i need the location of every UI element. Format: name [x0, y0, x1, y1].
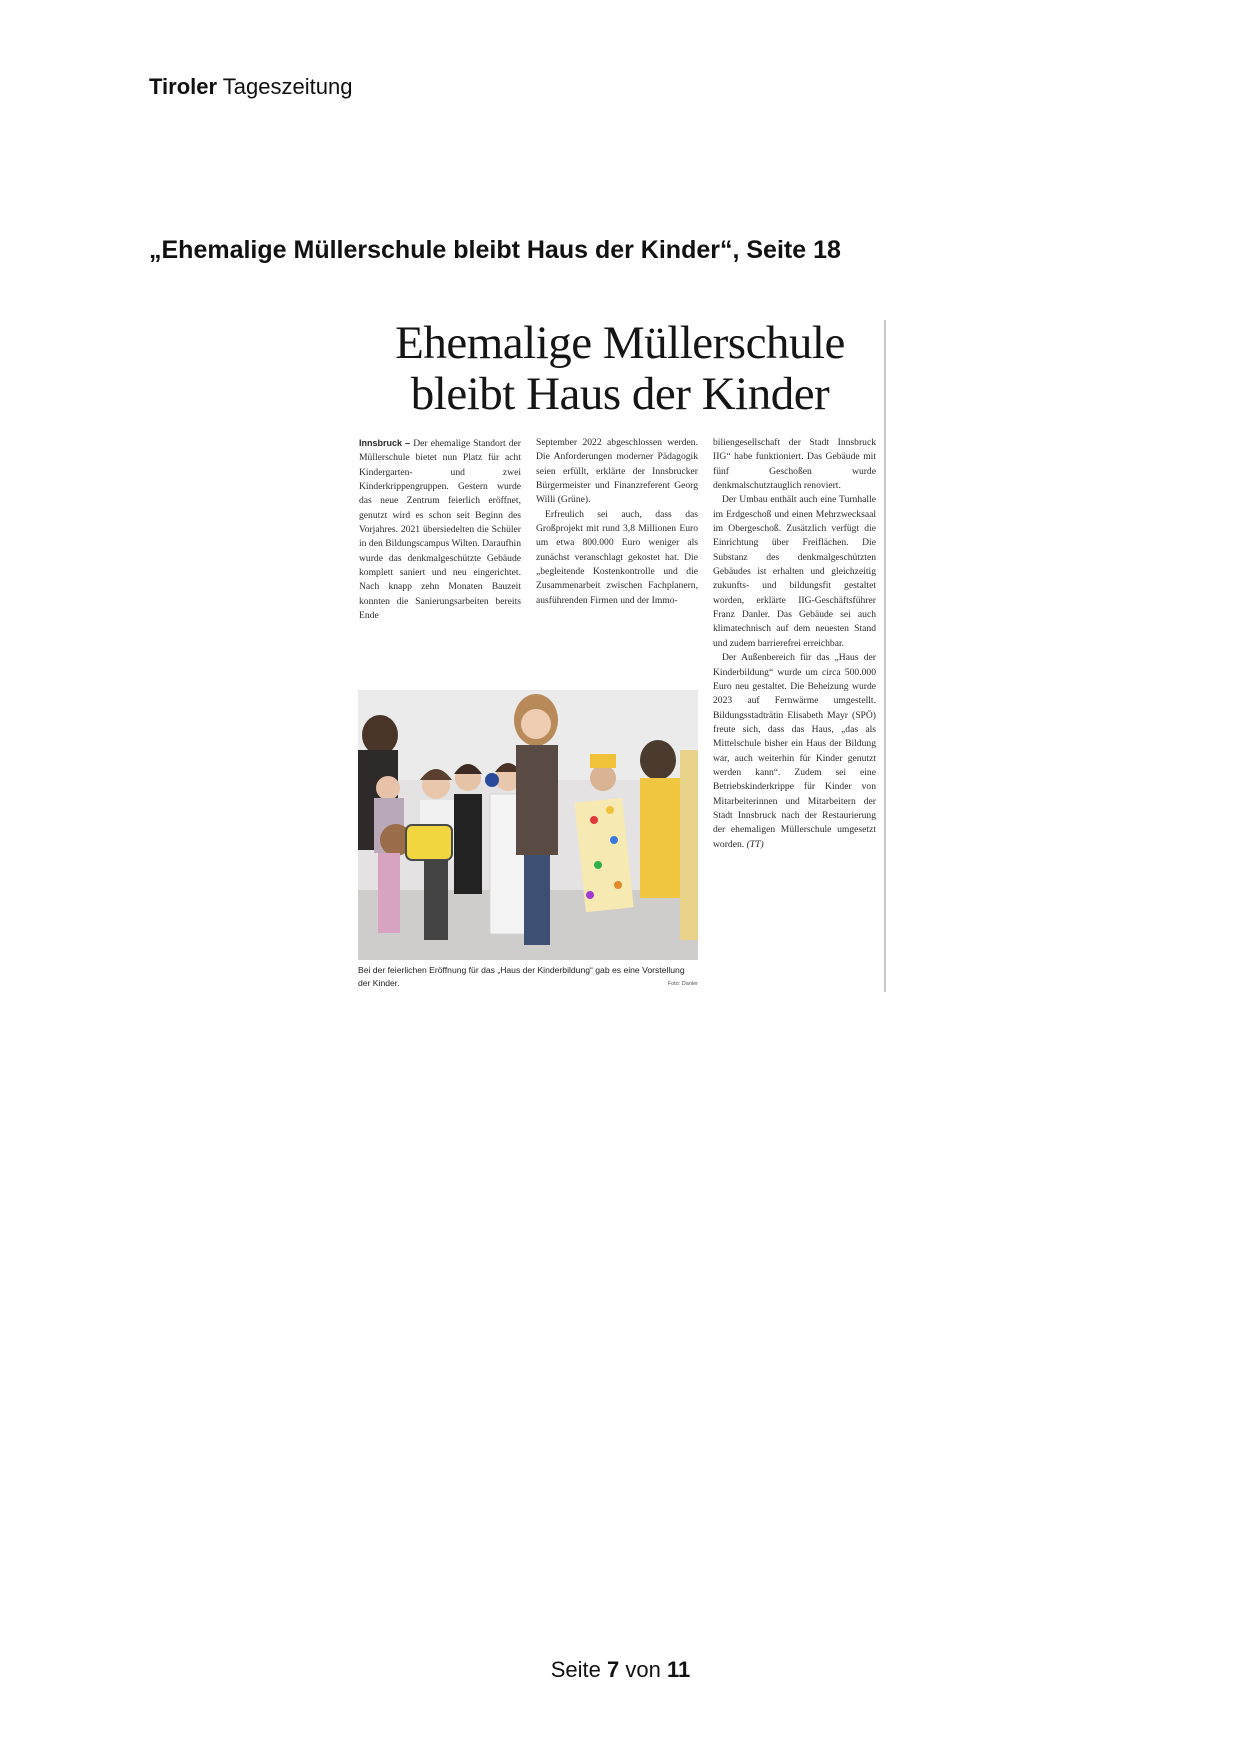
- article-title-line-1: Ehemalige Müllerschule: [395, 317, 845, 369]
- article-col3-paragraph-3: Der Außenbereich für das „Haus der Kinderbildung“ wurde um circa 500.000 Euro neu gestaltet. Die Beheizung wurde 2023 auf Fernwärme umgestellt. Bildungsstadträtin Elisabeth Mayr (SPÖ) freute sich, dass das Haus, „das als Mittelschule bisher ein Haus der Bildung war, auch weiterhin für Kinder genutzt werden kann“. Zudem sei eine Betriebskinderkrippe für Kinder von Mitarbeiterinnen und Mitarbeitern der Stadt Innsbruck nach der Restaurierung der ehemaligen Müllerschule umgesetzt worden.: [713, 652, 876, 850]
- article-col2-paragraph-2: Erfreulich sei auch, dass das Großprojekt mit rund 3,8 Millionen Euro um etwa 800.000 Euro weniger als zunächst veranschlagt gekostet hat. Die „begleitende Kostenkontrolle und die Zusammenarbeit zwischen Fachplanern, ausführenden Firmen und der Immo-: [536, 508, 698, 606]
- publication-name-bold: Tiroler: [149, 74, 218, 99]
- article-col3-paragraph-2: Der Umbau enthält auch eine Turnhalle im Erdgeschoß und einen Mehrzwecksaal im Obergeschoß. Zusätzlich verfügt die Einrichtung über Freiflächen. Die Substanz des denkmalgeschützten Gebäudes ist erhalten und gleichzeitig zukunfts- und bildungsfit gestaltet worden, erklärte IIG-Geschäftsführer Franz Danler. Das Gebäude sei auch klimatechnisch auf dem neuesten Stand und zudem barrierefrei erreichbar.: [713, 494, 876, 649]
- page-number-total: 11: [667, 1657, 691, 1682]
- clipping-edge-rule: [884, 320, 886, 992]
- page-number-prefix: Seite: [550, 1657, 601, 1682]
- article-photo: [358, 690, 698, 960]
- page-number-middle: von: [625, 1657, 661, 1682]
- publication-name: [149, 74, 352, 100]
- article-column-3: [713, 436, 876, 1036]
- publication-name-rest: Tageszeitung: [222, 74, 353, 99]
- children-performance-photo: [358, 690, 698, 960]
- article-dateline: Innsbruck –: [359, 438, 411, 448]
- photo-credit: Foto: Danler: [667, 981, 698, 987]
- page-number-current: 7: [607, 1657, 620, 1682]
- article-title-line-2: bleibt Haus der Kinder: [410, 368, 830, 420]
- article-col1-text: Der ehemalige Standort der Müllerschule bietet nun Platz für acht Kindergarten- und zwei Kinderkrippengruppen. Gestern wurde das neue Zentrum feierlich eröffnet, genutzt wird es schon seit Beginn des Vorjahres. 2021 übersiedelten die Schüler in den Bildungscampus Wilten. Daraufhin wurde das denkmalgeschützte Gebäude komplett saniert und neu eingerichtet. Nach knapp zehn Monaten Bauzeit konnten die Sanierungsarbeiten bereits Ende: [359, 438, 521, 622]
- article-signature: (TT): [746, 838, 764, 850]
- page-number: [0, 1657, 1241, 1683]
- article-title: [356, 318, 884, 420]
- photo-caption-text: Bei der feierlichen Eröffnung für das „Haus der Kinderbildung“ gab es eine Vorstellung der Kinder.: [358, 965, 685, 988]
- photo-caption: [358, 964, 698, 990]
- newspaper-clipping: [356, 318, 884, 994]
- article-col3-paragraph-1: biliengesellschaft der Stadt Innsbruck IIG“ habe funktioniert. Das Gebäude mit fünf Geschoßen wurde denkmalschutztauglich renoviert.: [713, 437, 876, 492]
- clipping-heading: „Ehemalige Müllerschule bleibt Haus der Kinder“, Seite 18: [149, 236, 841, 264]
- article-col2-paragraph-1: September 2022 abgeschlossen werden. Die Anforderungen moderner Pädagogik seien erfüllt, erklärte der Innsbrucker Bürgermeister und Finanzreferent Georg Willi (Grüne).: [536, 437, 698, 506]
